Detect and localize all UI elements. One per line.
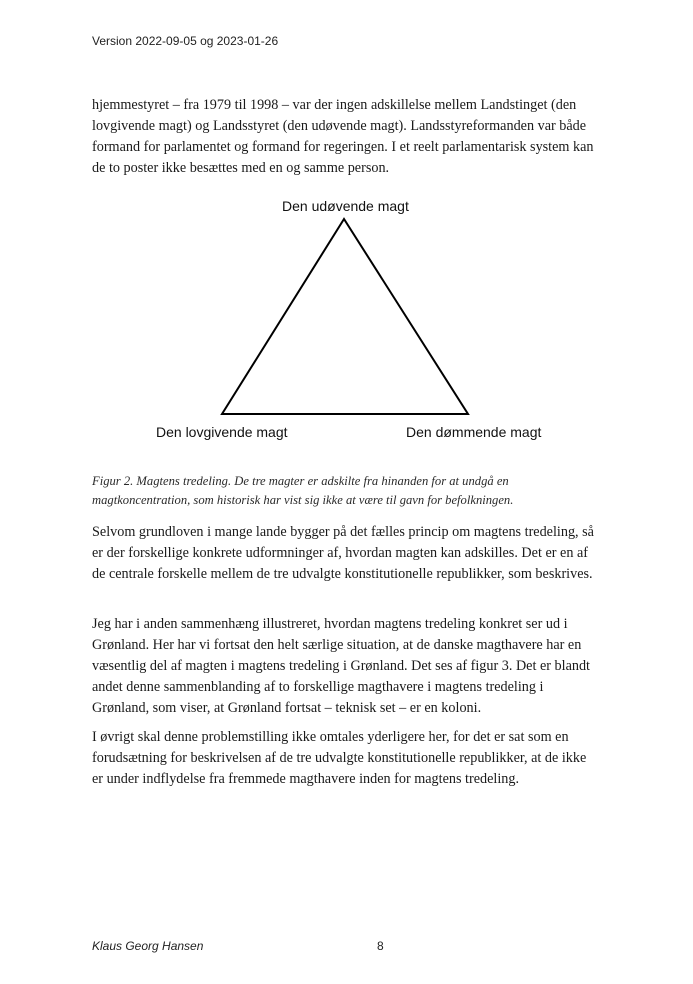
text-line: Selvom grundloven i mange lande bygger på det fælles princip om magtens tredeling, så (92, 524, 594, 540)
figure-label-legislative: Den lovgivende magt (156, 424, 288, 440)
paragraph-grundloven (92, 522, 612, 585)
page-header-version: Version 2022-09-05 og 2023-01-26 (92, 34, 279, 48)
text-line: I øvrigt skal denne problemstilling ikke omtales yderligere her, for det er sat som en (92, 729, 569, 745)
text-line: andet denne sammenblanding af to forskellige magthavere i magtens tredeling i (92, 679, 544, 695)
text-line: de centrale forskelle mellem de tre udvalgte konstitutionelle republikker, som beskrives. (92, 566, 593, 582)
caption-line: Figur 2. Magtens tredeling. De tre magter er adskilte fra hinanden for at undgå en (92, 474, 509, 488)
text-line: Grønland, som viser, at Grønland fortsat – teknisk set – er en koloni. (92, 700, 482, 716)
text-line: væsentlig del af magten i magtens tredeling i Grønland. Det ses af figur 3. Det er blandt (92, 658, 591, 674)
paragraph-problemstilling (92, 727, 612, 790)
page-number: 8 (377, 939, 384, 953)
paragraph-groenland (92, 614, 612, 719)
text-line: Grønland. Her har vi fortsat den helt særlige situation, at de danske magthavere har en (92, 637, 582, 653)
figure-caption (92, 472, 612, 510)
footer-author: Klaus Georg Hansen (92, 939, 204, 953)
text-line: hjemmestyret – fra 1979 til 1998 – var der ingen adskillelse mellem Landstinget (den (92, 97, 577, 113)
text-line: er der forskellige konkrete udformninger af, hvordan magten kan adskilles. Det er en af (92, 545, 588, 561)
figure-label-judicial: Den dømmende magt (406, 424, 542, 440)
caption-line: magtkoncentration, som historisk har vist sig ikke at være til gavn for befolkningen. (92, 493, 514, 507)
text-line: Jeg har i anden sammenhæng illustreret, hvordan magtens tredeling konkret ser ud i (92, 616, 568, 632)
text-line: er under indflydelse fra fremmede magthavere inden for magtens tredeling. (92, 771, 520, 787)
triangle-shape (222, 219, 468, 414)
text-line: de to poster ikke besættes med en og samme person. (92, 160, 390, 176)
text-line: forudsætning for beskrivelsen af de tre udvalgte konstitutionelle republikker, at de ikke (92, 750, 587, 766)
figure-label-executive: Den udøvende magt (282, 198, 409, 214)
text-line: lovgivende magt) og Landsstyret (den udøvende magt). Landsstyreformanden var både (92, 118, 587, 134)
text-line: formand for parlamentet og formand for regeringen. I et reelt parlamentarisk system kan (92, 139, 594, 155)
